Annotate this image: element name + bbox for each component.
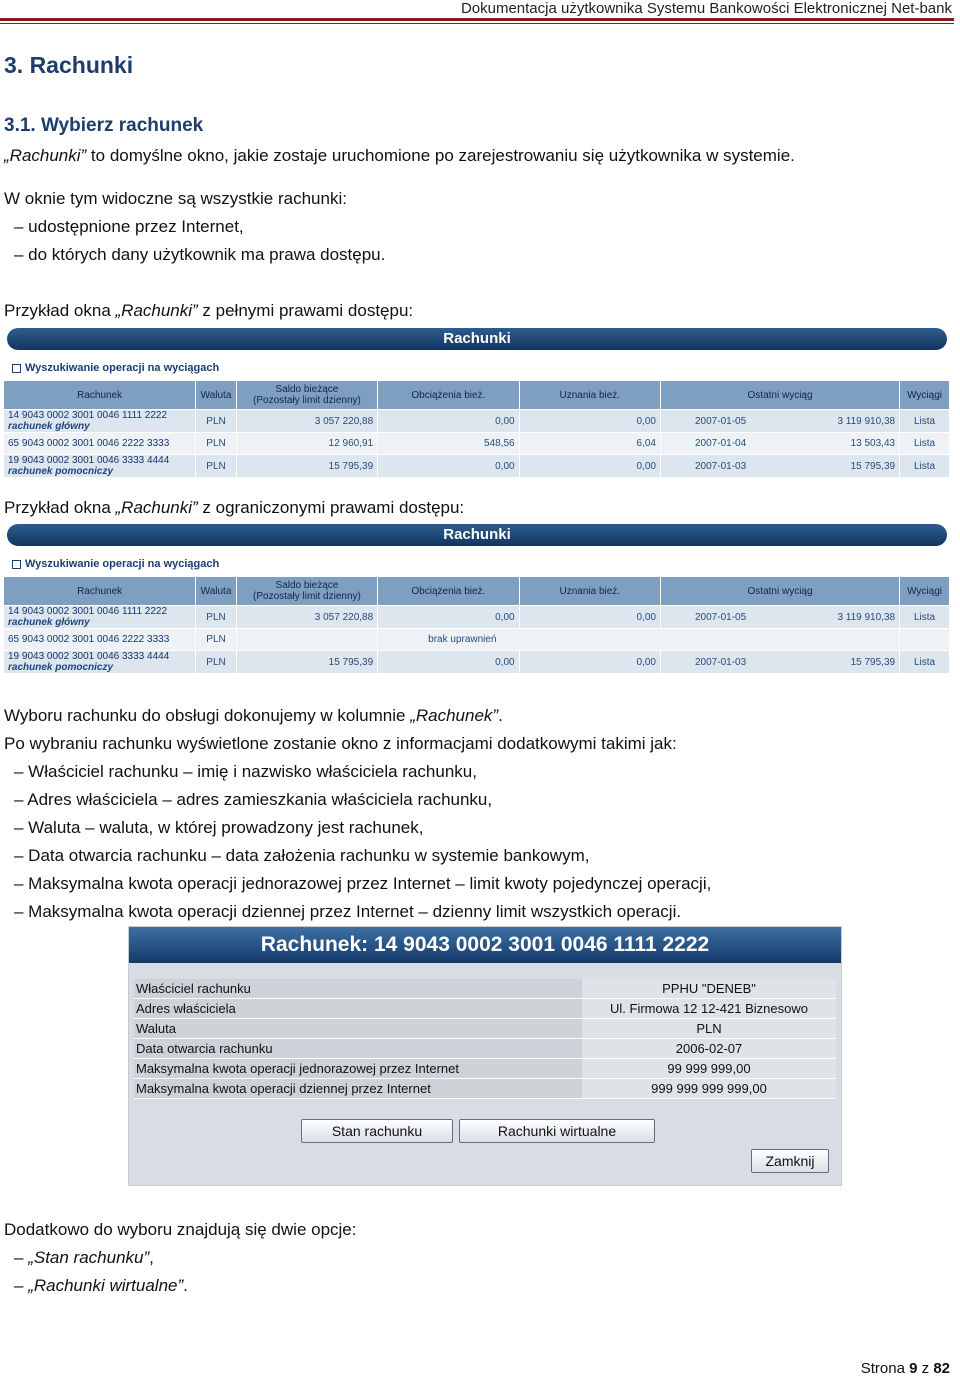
balance-cell: 3 057 220,88	[236, 410, 377, 433]
col-waluta: Waluta	[196, 577, 236, 606]
accounts-grid	[4, 577, 950, 673]
col-waluta: Waluta	[196, 381, 236, 410]
expand-icon	[12, 364, 21, 373]
accounts-grid	[4, 381, 950, 477]
detail-value: 2006-02-07	[582, 1039, 836, 1059]
col-ostatni: Ostatni wyciąg	[661, 381, 900, 410]
header-rule-thin	[0, 23, 954, 24]
options-line: Dodatkowo do wyboru znajdują się dwie opcje:	[4, 1220, 357, 1239]
account-cell[interactable]: 14 9043 0002 3001 0046 1111 2222 rachunek główny	[4, 410, 196, 433]
detail-value: 999 999 999 999,00	[582, 1079, 836, 1099]
currency-cell: PLN	[196, 455, 236, 478]
col-wyciagi: Wyciągi	[900, 577, 950, 606]
detail-label: Data otwarcia rachunku	[134, 1039, 582, 1059]
accounts-title-bar: Rachunki	[7, 524, 947, 546]
info-item-6: – Maksymalna kwota operacji dziennej przez Internet – dzienny limit wszystkich operacji.	[14, 902, 682, 921]
credit-cell: 0,00	[519, 651, 660, 674]
table-row	[4, 606, 950, 629]
statements-link[interactable]: Lista	[900, 606, 950, 629]
col-uznania: Uznania bież.	[519, 577, 660, 606]
account-cell[interactable]: 19 9043 0002 3001 0046 3333 4444 rachunek pomocniczy	[4, 651, 196, 674]
balance-cell: 15 795,39	[236, 455, 377, 478]
detail-row	[134, 1019, 836, 1039]
document-header-title: Dokumentacja użytkownika Systemu Bankowości Elektronicznej Net-bank	[460, 0, 952, 17]
debit-cell: 0,00	[378, 606, 519, 629]
credit-cell: 0,00	[519, 606, 660, 629]
search-operations-link[interactable]: Wyszukiwanie operacji na wyciągach	[12, 362, 219, 374]
details-table	[134, 979, 836, 1099]
intro-bullet-1: – udostępnione przez Internet,	[14, 217, 244, 236]
balance-cell: 3 057 220,88	[236, 606, 377, 629]
detail-label: Adres właściciela	[134, 999, 582, 1019]
example2-caption: Przykład okna „Rachunki” z ograniczonymi prawami dostępu:	[4, 498, 465, 517]
accounts-table-full	[4, 326, 950, 476]
last-statement-cell: 2007-01-05 3 119 910,38	[661, 410, 900, 433]
statements-link[interactable]: Lista	[900, 410, 950, 433]
detail-value: Ul. Firmowa 12 12-421 Biznesowo	[582, 999, 836, 1019]
expand-icon	[12, 560, 21, 569]
close-button[interactable]: Zamknij	[751, 1149, 829, 1173]
col-rachunek: Rachunek	[4, 577, 196, 606]
table-row	[4, 455, 950, 478]
account-cell[interactable]: 14 9043 0002 3001 0046 1111 2222 rachunek główny	[4, 606, 196, 629]
virtual-accounts-button[interactable]: Rachunki wirtualne	[459, 1119, 655, 1143]
intro-line-1: „Rachunki” to domyślne okno, jakie zostaje uruchomione po zarejestrowaniu się użytkownika w systemie.	[4, 146, 795, 165]
detail-label: Waluta	[134, 1019, 582, 1039]
no-rights-label: brak uprawnień	[378, 629, 900, 651]
option-1: – „Stan rachunku”,	[14, 1248, 154, 1267]
choose-line-2: Po wybraniu rachunku wyświetlone zostanie okno z informacjami dodatkowymi takimi jak:	[4, 734, 677, 753]
col-obciazenia: Obciążenia bież.	[378, 381, 519, 410]
option-2: – „Rachunki wirtualne”.	[14, 1276, 188, 1295]
credit-cell: 0,00	[519, 410, 660, 433]
credit-cell: 0,00	[519, 455, 660, 478]
detail-label: Maksymalna kwota operacji jednorazowej przez Internet	[134, 1059, 582, 1079]
account-cell[interactable]: 65 9043 0002 3001 0046 2222 3333	[4, 433, 196, 455]
header-rule	[0, 18, 954, 21]
currency-cell: PLN	[196, 629, 236, 651]
currency-cell: PLN	[196, 410, 236, 433]
table-row	[4, 629, 950, 651]
debit-cell: 0,00	[378, 651, 519, 674]
detail-value: PLN	[582, 1019, 836, 1039]
col-ostatni: Ostatni wyciąg	[661, 577, 900, 606]
detail-row	[134, 1079, 836, 1099]
col-uznania: Uznania bież.	[519, 381, 660, 410]
account-status-button[interactable]: Stan rachunku	[301, 1119, 453, 1143]
info-item-1: – Właściciel rachunku – imię i nazwisko właściciela rachunku,	[14, 762, 477, 781]
balance-cell: 15 795,39	[236, 651, 377, 674]
dialog-title: Rachunek: 14 9043 0002 3001 0046 1111 2222	[129, 927, 841, 963]
detail-row	[134, 1039, 836, 1059]
credit-cell: 6,04	[519, 433, 660, 455]
info-item-2: – Adres właściciela – adres zamieszkania właściciela rachunku,	[14, 790, 493, 809]
table-row	[4, 410, 950, 433]
search-operations-link[interactable]: Wyszukiwanie operacji na wyciągach	[12, 558, 219, 570]
accounts-table-limited	[4, 522, 950, 672]
currency-cell: PLN	[196, 433, 236, 455]
detail-row	[134, 1059, 836, 1079]
col-obciazenia: Obciążenia bież.	[378, 577, 519, 606]
account-cell[interactable]: 65 9043 0002 3001 0046 2222 3333	[4, 629, 196, 651]
info-item-5: – Maksymalna kwota operacji jednorazowej przez Internet – limit kwoty pojedynczej operacji,	[14, 874, 712, 893]
col-rachunek: Rachunek	[4, 381, 196, 410]
detail-value: 99 999 999,00	[582, 1059, 836, 1079]
last-statement-cell: 2007-01-03 15 795,39	[661, 455, 900, 478]
debit-cell: 548,56	[378, 433, 519, 455]
statements-link[interactable]: Lista	[900, 651, 950, 674]
col-saldo: Saldo bieżące (Pozostały limit dzienny)	[236, 381, 377, 410]
col-saldo: Saldo bieżące (Pozostały limit dzienny)	[236, 577, 377, 606]
section-title: 3. Rachunki	[4, 52, 134, 78]
table-row	[4, 433, 950, 455]
debit-cell: 0,00	[378, 455, 519, 478]
intro-bullet-2: – do których dany użytkownik ma prawa dostępu.	[14, 245, 386, 264]
detail-label: Właściciel rachunku	[134, 979, 582, 999]
currency-cell: PLN	[196, 606, 236, 629]
detail-row	[134, 979, 836, 999]
detail-row	[134, 999, 836, 1019]
page-number: Strona 9 z 82	[860, 1360, 950, 1377]
example1-caption: Przykład okna „Rachunki” z pełnymi prawami dostępu:	[4, 301, 414, 320]
debit-cell: 0,00	[378, 410, 519, 433]
last-statement-cell: 2007-01-03 15 795,39	[661, 651, 900, 674]
detail-label: Maksymalna kwota operacji dziennej przez Internet	[134, 1079, 582, 1099]
choose-line-1: Wyboru rachunku do obsługi dokonujemy w kolumnie „Rachunek”.	[4, 706, 503, 725]
info-item-3: – Waluta – waluta, w której prowadzony jest rachunek,	[14, 818, 424, 837]
currency-cell: PLN	[196, 651, 236, 674]
subsection-title: 3.1. Wybierz rachunek	[4, 115, 204, 136]
info-item-4: – Data otwarcia rachunku – data założenia rachunku w systemie bankowym,	[14, 846, 590, 865]
last-statement-cell: 2007-01-05 3 119 910,38	[661, 606, 900, 629]
statements-link[interactable]: Lista	[900, 455, 950, 478]
detail-value: PPHU "DENEB"	[582, 979, 836, 999]
balance-cell: 12 960,91	[236, 433, 377, 455]
account-details-dialog	[128, 926, 842, 1186]
statements-link[interactable]: Lista	[900, 433, 950, 455]
intro-line-2: W oknie tym widoczne są wszystkie rachunki:	[4, 189, 347, 208]
accounts-title-bar: Rachunki	[7, 328, 947, 350]
last-statement-cell: 2007-01-04 13 503,43	[661, 433, 900, 455]
table-row	[4, 651, 950, 674]
col-wyciagi: Wyciągi	[900, 381, 950, 410]
account-cell[interactable]: 19 9043 0002 3001 0046 3333 4444 rachunek pomocniczy	[4, 455, 196, 478]
